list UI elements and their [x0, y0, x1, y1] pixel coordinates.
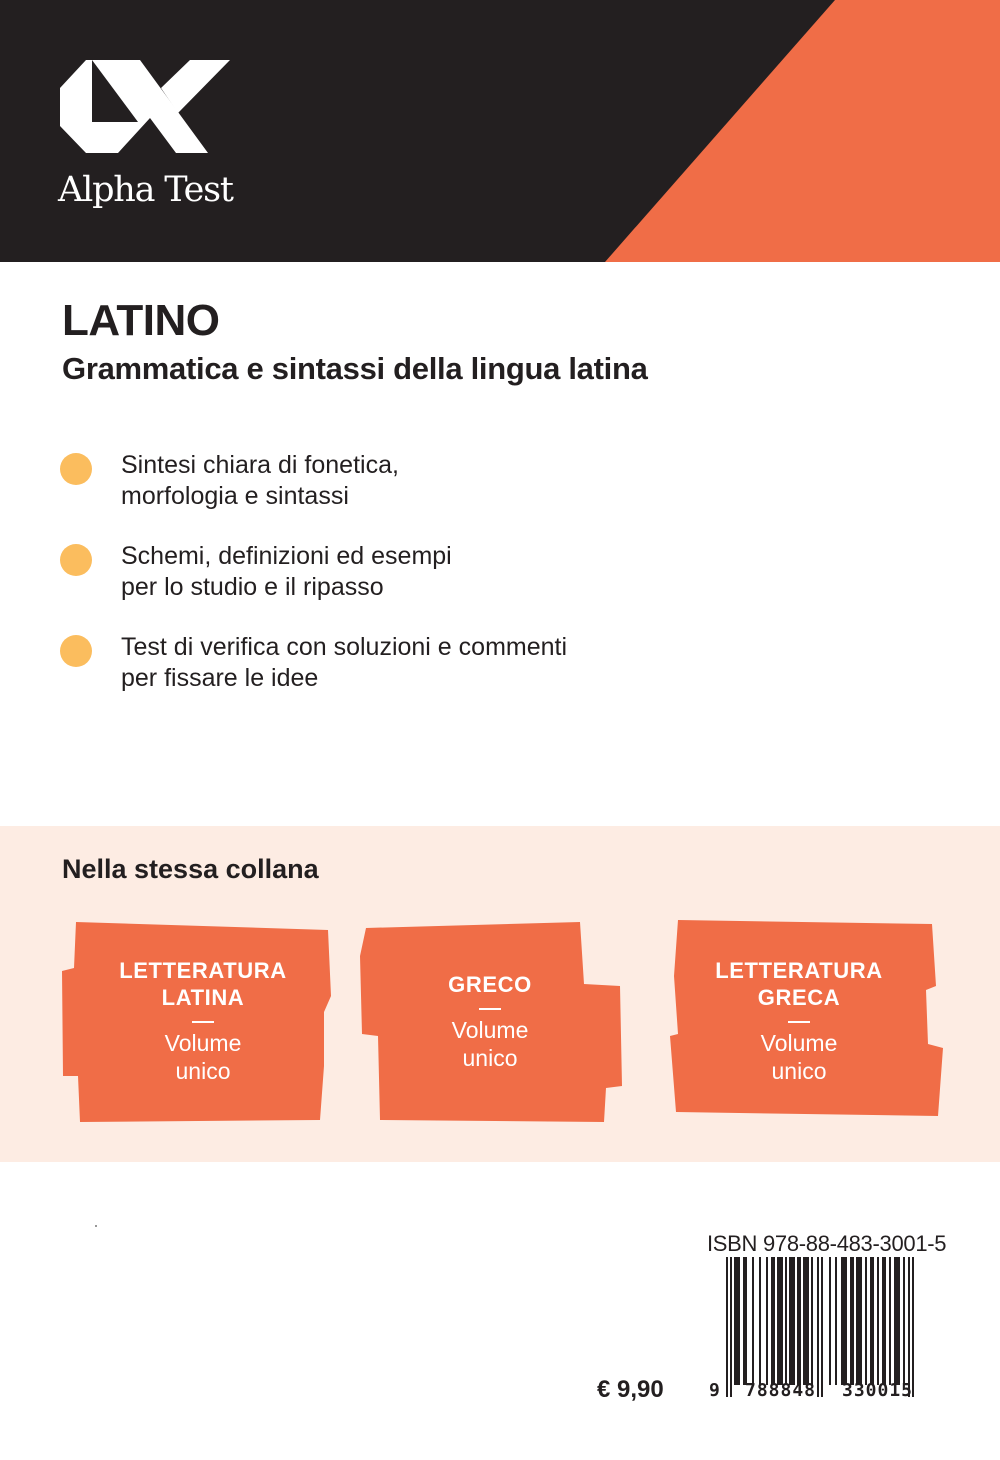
series-section	[0, 826, 1000, 1162]
divider-dash	[788, 1021, 810, 1023]
series-book-card[interactable]	[58, 916, 348, 1126]
card-title-line: GRECA	[757, 985, 841, 1010]
yellow-dot-icon	[60, 544, 92, 576]
card-title-line: LETTERATURA	[119, 958, 287, 983]
alpha-test-logo-icon	[58, 58, 233, 158]
card-title-line: LETTERATURA	[715, 958, 883, 983]
card-sub-line: Volume	[164, 1030, 242, 1056]
feature-item	[58, 450, 758, 514]
feature-item	[58, 632, 758, 696]
feature-line: Sintesi chiara di fonetica,	[121, 451, 399, 479]
card-subtitle	[761, 1029, 838, 1085]
price-label: € 9,90	[597, 1376, 664, 1403]
card-sub-line: Volume	[760, 1030, 838, 1056]
card-title-line: GRECO	[448, 971, 532, 997]
feature-text	[121, 450, 399, 512]
feature-line: Schemi, definizioni ed esempi	[121, 542, 452, 570]
card-sub-line: unico	[175, 1058, 231, 1084]
feature-line: Test di verifica con soluzioni e commenti	[121, 633, 568, 661]
card-title	[448, 971, 532, 998]
feature-line: morfologia e sintassi	[121, 482, 349, 510]
series-heading: Nella stessa collana	[62, 854, 319, 884]
feature-text	[121, 541, 452, 603]
book-title: LATINO	[62, 296, 220, 345]
yellow-dot-icon	[60, 453, 92, 485]
card-subtitle	[165, 1029, 242, 1085]
series-book-card[interactable]	[668, 916, 958, 1126]
card-subtitle	[452, 1016, 529, 1072]
divider-dash	[192, 1021, 214, 1023]
brand-logo	[58, 58, 233, 218]
card-sub-line: unico	[462, 1044, 518, 1071]
barcode-right-digits: 330015	[842, 1380, 914, 1401]
card-title	[119, 957, 287, 1011]
isbn-label: ISBN 978-88-483-3001-5	[707, 1231, 947, 1256]
barcode-first-digit: 9	[709, 1380, 721, 1401]
brand-name: Alpha Test	[58, 170, 233, 210]
feature-item	[58, 541, 758, 605]
feature-text	[121, 632, 567, 694]
yellow-dot-icon	[60, 635, 92, 667]
barcode-left-digits: 788848	[745, 1380, 817, 1401]
feature-line: per lo studio e il ripasso	[121, 573, 384, 601]
card-sub-line: unico	[771, 1058, 827, 1084]
feature-line: per fissare le idee	[121, 664, 319, 692]
card-title	[715, 957, 883, 1011]
print-speck	[95, 1225, 97, 1227]
barcode-icon	[722, 1257, 934, 1397]
series-book-card[interactable]	[358, 916, 648, 1126]
cover-header	[0, 0, 1000, 262]
divider-dash	[479, 1008, 501, 1010]
book-subtitle: Grammatica e sintassi della lingua latina	[62, 351, 648, 386]
card-sub-line: Volume	[451, 1016, 529, 1043]
card-title-line: LATINA	[161, 985, 245, 1010]
